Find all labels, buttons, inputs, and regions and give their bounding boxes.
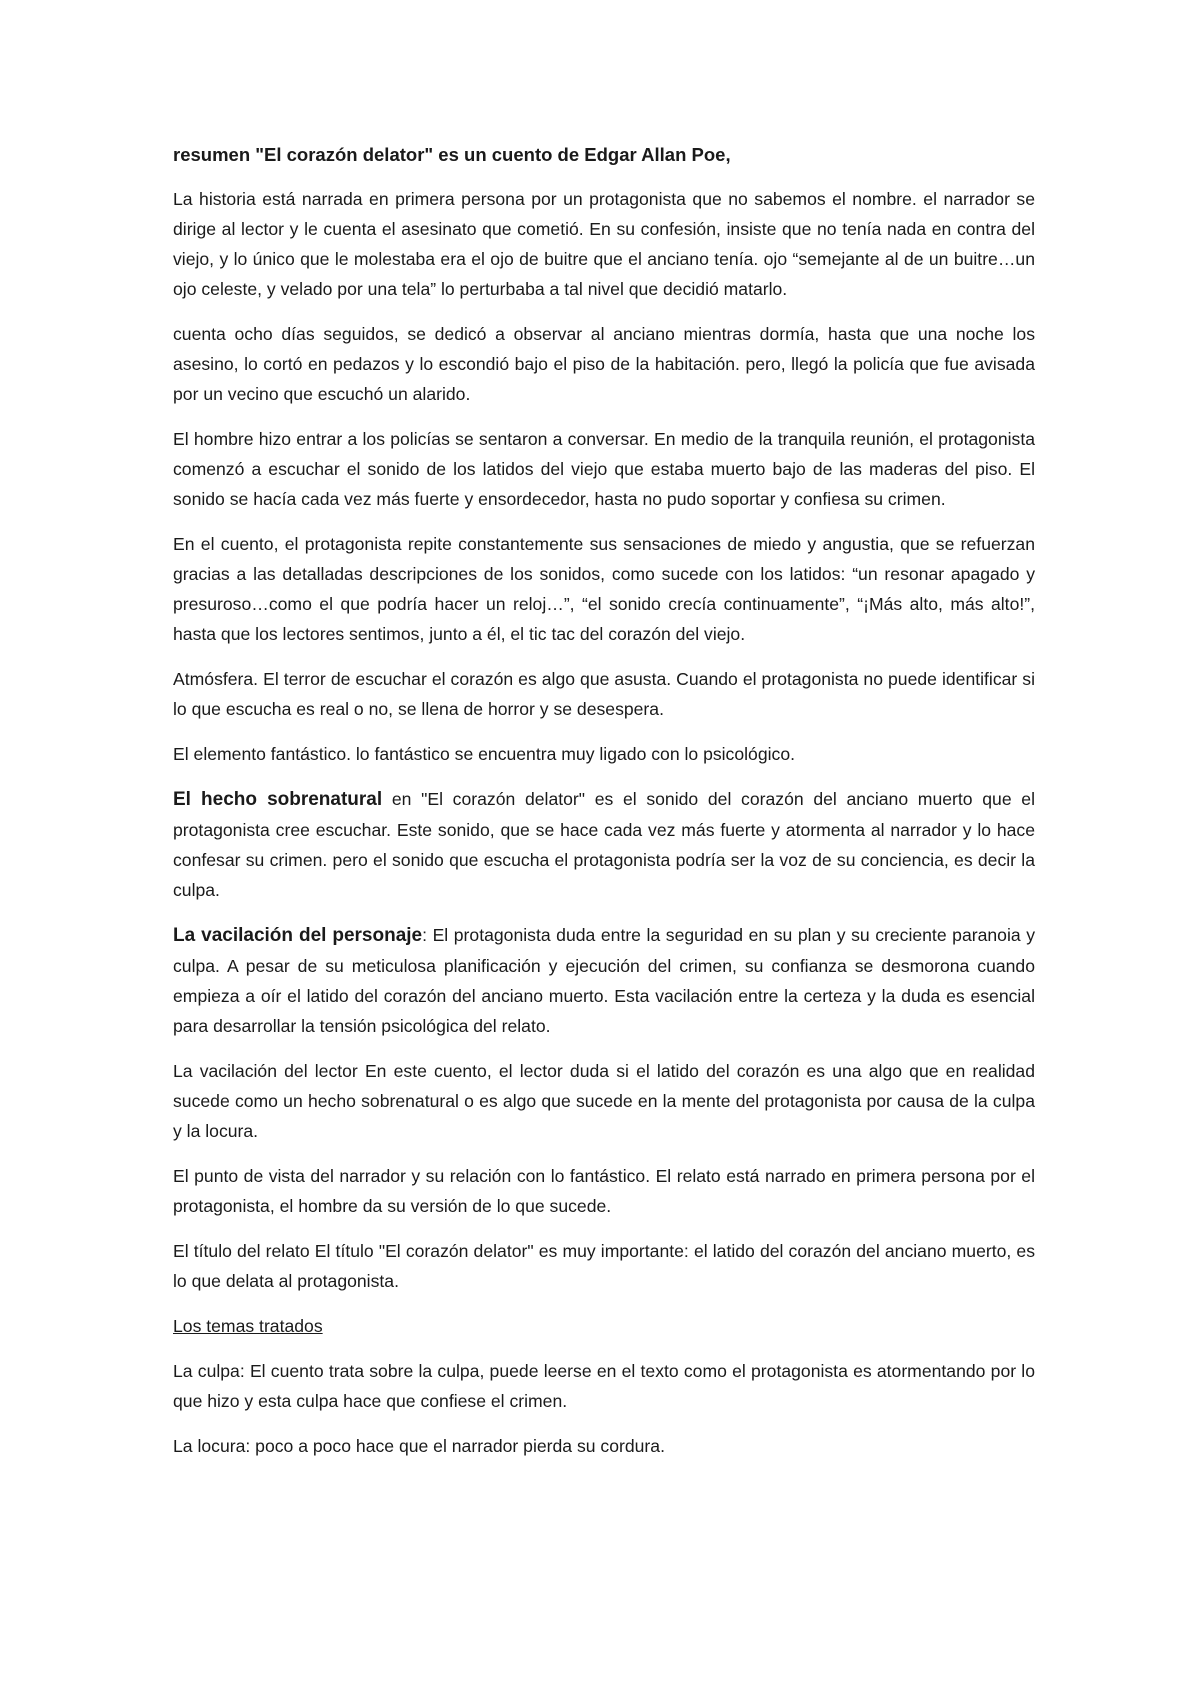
paragraph-reader-hesitation: La vacilación del lector En este cuento, el lector duda si el latido del corazón es una algo que en realidad sucede como un hecho sobrenatural o es algo que sucede en la mente del protagonista por causa de la culpa y la locura. — [173, 1061, 1035, 1141]
paragraph-murder: cuenta ocho días seguidos, se dedicó a observar al anciano mientras dormía, hasta que una noche los asesino, lo cortó en pedazos y lo escondió bajo el piso de la habitación. pero, llegó la policía que fue avisada por un vecino que escuchó un alarido. — [173, 324, 1035, 404]
paragraph-character-hesitation — [173, 920, 1035, 1041]
supernatural-lead: El hecho sobrenatural — [173, 789, 383, 810]
paragraph-sensations: En el cuento, el protagonista repite constantemente sus sensaciones de miedo y angustia, que se refuerzan gracias a las detalladas descripciones de los sonidos, como sucede con los latidos: “un resonar apagado y presuroso…como el que podría hacer un reloj…”, “el sonido crecía continuamente”, “¡Más alto, más alto!”, hasta que los lectores sentimos, junto a él, el tic tac del corazón del viejo. — [173, 534, 1035, 644]
supernatural-text: en "El corazón delator" es el sonido del corazón del anciano muerto que el protagonista cree escuchar. Este sonido, que se hace cada vez más fuerte y atormenta al narrador y lo hace confesar su crimen. pero el sonido que escucha el protagonista podría ser la voz de su conciencia, es decir la culpa. — [173, 789, 1035, 900]
paragraph-confession: El hombre hizo entrar a los policías se sentaron a conversar. En medio de la tranquila reunión, el protagonista comenzó a escuchar el sonido de los latidos del viejo que estaba muerto bajo de las maderas del piso. El sonido se hacía cada vez más fuerte y ensordecedor, hasta no pudo soportar y confiesa su crimen. — [173, 429, 1035, 509]
hesitation-lead: La vacilación del personaje — [173, 925, 423, 946]
document-title: resumen "El corazón delator" es un cuento de Edgar Allan Poe, — [173, 144, 731, 165]
themes-heading: Los temas tratados — [173, 1316, 323, 1336]
paragraph-story-summary: La historia está narrada en primera persona por un protagonista que no sabemos el nombre. el narrador se dirige al lector y le cuenta el asesinato que cometió. En su confesión, insiste que no tenía nada en contra del viejo, y lo único que le molestaba era el ojo de buitre que el anciano tenía. ojo “semejante al de un buitre…un ojo celeste, y velado por una tela” lo perturbaba a tal nivel que decidió matarlo. — [173, 189, 1035, 299]
paragraph-title-meaning: El título del relato El título "El corazón delator" es muy importante: el latido del corazón del anciano muerto, es lo que delata al protagonista. — [173, 1241, 1035, 1291]
paragraph-guilt: La culpa: El cuento trata sobre la culpa, puede leerse en el texto como el protagonista es atormentando por lo que hizo y esta culpa hace que confiese el crimen. — [173, 1361, 1035, 1411]
paragraph-supernatural — [173, 784, 1035, 905]
paragraph-fantastic-element: El elemento fantástico. lo fantástico se encuentra muy ligado con lo psicológico. — [173, 744, 796, 764]
paragraph-point-of-view: El punto de vista del narrador y su relación con lo fantástico. El relato está narrado en primera persona por el protagonista, el hombre da su versión de lo que sucede. — [173, 1166, 1035, 1216]
document-page — [173, 140, 1035, 1476]
hesitation-text: : El protagonista duda entre la seguridad en su plan y su creciente paranoia y culpa. A pesar de su meticulosa planificación y ejecución del crimen, su confianza se desmorona cuando empieza a oír el latido del corazón del anciano muerto. Esta vacilación entre la certeza y la duda es esencial para desarrollar la tensión psicológica del relato. — [173, 925, 1035, 1036]
paragraph-madness: La locura: poco a poco hace que el narrador pierda su cordura. — [173, 1436, 665, 1456]
paragraph-atmosphere: Atmósfera. El terror de escuchar el corazón es algo que asusta. Cuando el protagonista no puede identificar si lo que escucha es real o no, se llena de horror y se desespera. — [173, 669, 1035, 719]
